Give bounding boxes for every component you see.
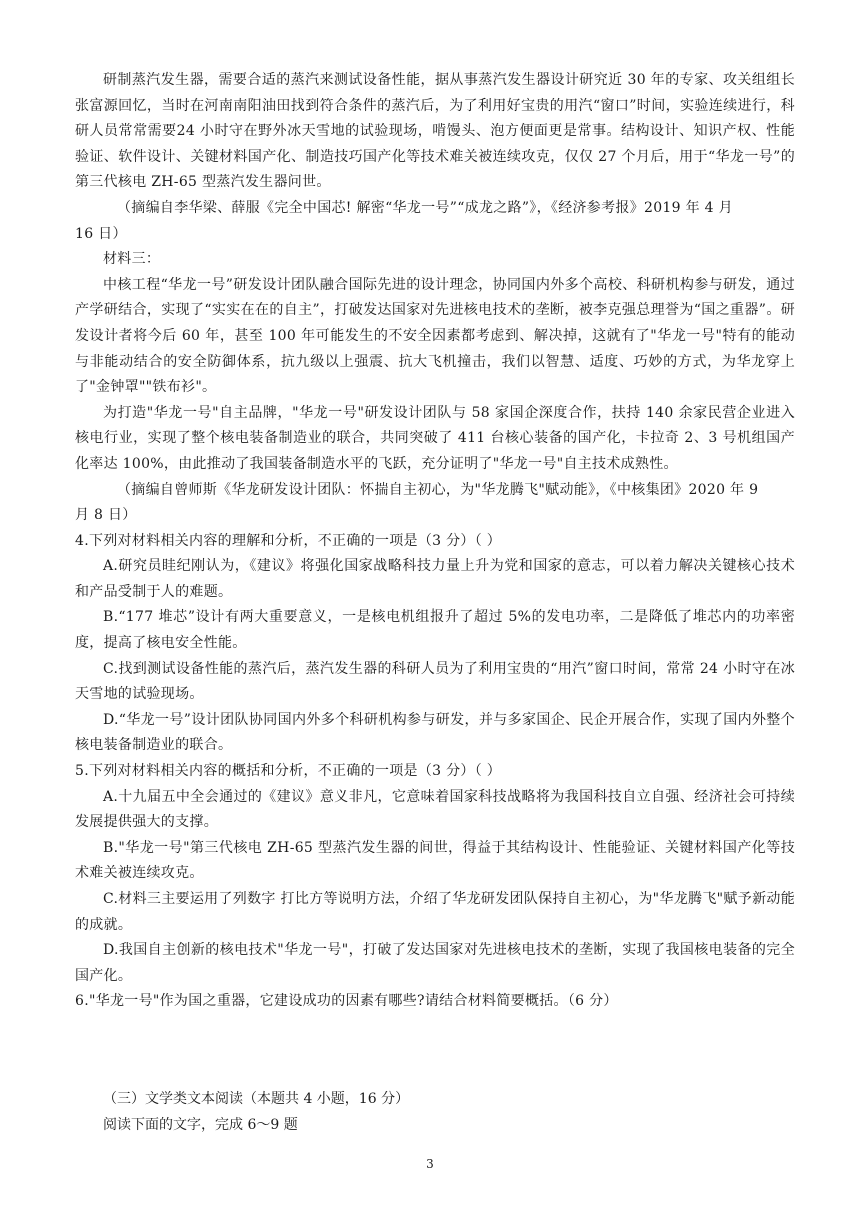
page-number: 3 (426, 1157, 434, 1171)
section-3-instruction: 阅读下面的文字，完成 6～9 题 (103, 1116, 298, 1133)
section-3-header (75, 1087, 795, 1138)
material3-paragraph-1: 中核工程“华龙一号”研发设计团队融合国际先进的设计理念，协同国内外多个高校、科研机构参与研发，通过产学研结合，实现了“实实在在的自主”，打破发达国家对先进核电技术的垄断，被李克强总理誉为“国之重器”。研发设计者将今后 60 年，甚至 100 年可能发生的不安全因素都考虑到、解决掉，这就有了"华龙一号"特有的能动与非能动结合的安全防御体系，抗九级以上强震、抗大飞机撞击，我们以智慧、适度、巧妙的方式，为华龙穿上了"金钟罩""铁布衫"。 (75, 276, 795, 396)
question-5-option-b: B."华龙一号"第三代核电 ZH-65 型蒸汽发生器的间世，得益于其结构设计、性能验证、关键材料国产化等技术难关被连续攻克。 (75, 839, 795, 882)
citation-material3-date: 月 8 日） (75, 507, 137, 524)
section-3-title: （三）文学类文本阅读（本题共 4 小题，16 分） (103, 1091, 410, 1107)
question-4-option-d: D.“华龙一号”设计团队协同国内外多个科研机构参与研发，并与多家国企、民企开展合作，实现了国内外整个核电装备制造业的联合。 (75, 711, 795, 754)
question-5-stem: 5.下列对材料相关内容的概括和分析，不正确的一项是（3 分）（ ） (75, 763, 502, 780)
question-5-option-c: C.材料三主要运用了列数字 打比方等说明方法，介绍了华龙研发团队保持自主初心，为"华龙腾飞"赋予新动能的成就。 (75, 891, 795, 933)
question-4-stem: 4.下列对材料相关内容的理解和分析，不正确的一项是（3 分）（ ） (75, 532, 502, 549)
question-5-option-a: A.十九届五中全会通过的《建议》意义非凡，它意味着国家科技战略将为我国科技自立自强、经济社会可持续发展提供强大的支撑。 (75, 788, 795, 831)
citation-material2-line1: （摘编自李华梁、薛服《完全中国芯! 解密“华龙一号”“成龙之路”》，《经济参考报》2019 年 4 月 (117, 199, 733, 216)
question-4-option-c: C.找到测试设备性能的蒸汽后，蒸汽发生器的科研人员为了利用宝贵的“用汽”窗口时间，常常 24 小时守在冰天雪地的试验现场。 (75, 660, 795, 703)
citation-material2 (75, 196, 795, 222)
question-4-option-a: A.研究员眭纪刚认为，《建议》将强化国家战略科技力量上升为党和国家的意志，可以着力解决关键核心技术和产品受制于人的难题。 (75, 558, 795, 600)
question-4-option-b: B.“177 堆芯”设计有两大重要意义，一是核电机组报升了超过 5%的发电功率，二是降低了堆芯内的功率密度，提高了核电安全性能。 (75, 609, 795, 652)
citation-material3 (75, 478, 795, 504)
reading-material (75, 68, 795, 1015)
citation-material3-line1: （摘编自曾师斯《华龙研发设计团队：怀揣自主初心，为"华龙腾飞"赋动能》，《中核集团》2020 年 9 (117, 481, 759, 498)
citation-material2-date: 16 日） (75, 225, 127, 242)
question-6-stem: 6."华龙一号"作为国之重器，它建设成功的因素有哪些?请结合材料简要概括。（6 分） (75, 993, 618, 1010)
material3-paragraph-2: 为打造"华龙一号"自主品牌，"华龙一号"研发设计团队与 58 家国企深度合作，扶持 140 余家民营企业进入核电行业，实现了整个核电装备制造业的联合，共同突破了 411 台核心装备的国产化，卡拉奇 2、3 号机组国产化率达 100%，由此推动了我国装备制造水平的飞跃，充分证明了"华龙一号"自主技术成熟性。 (75, 404, 795, 472)
material2-paragraph: 研制蒸汽发生器，需要合适的蒸汽来测试设备性能，据从事蒸汽发生器设计研究近 30 年的专家、攻关组组长张富源回忆，当时在河南南阳油田找到符合条件的蒸汽后，为了利用好宝贵的用汽“窗口”时间，实验连续进行，科研人员常常需要24 小时守在野外冰天雪地的试验现场，啃馒头、泡方便面更是常事。结构设计、知识产权、性能验证、软件设计、关键材料国产化、制造技巧国产化等技术难关被连续攻克，仅仅 27 个月后，用于“华龙一号”的第三代核电 ZH-65 型蒸汽发生器问世。 (75, 72, 795, 191)
material3-label: 材料三： (103, 251, 161, 268)
question-5-option-d: D.我国自主创新的核电技术"华龙一号"，打破了发达国家对先进核电技术的垄断，实现了我国核电装备的完全国产化。 (75, 942, 795, 984)
